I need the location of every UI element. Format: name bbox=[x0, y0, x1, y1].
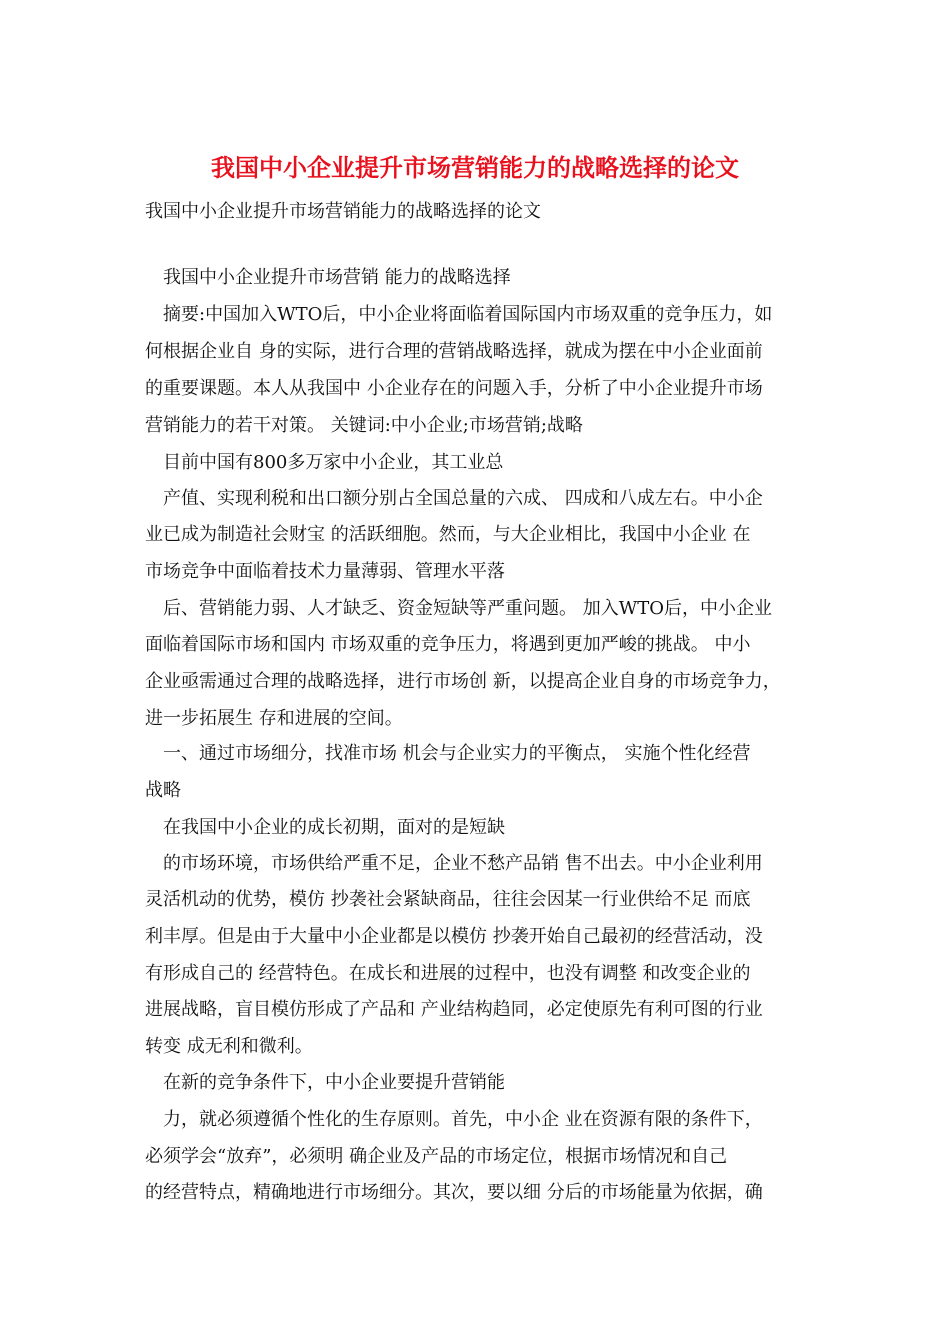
paragraph-line: 我国中小企业提升市场营销 能力的战略选择 bbox=[163, 267, 511, 288]
paragraph-line: 进展战略，盲目模仿形成了产品和 产业结构趋同，必定使原先有利可图的行业 bbox=[145, 999, 763, 1020]
paragraph-line: 面临着国际市场和国内 市场双重的竞争压力，将遇到更加严峻的挑战。 中小 bbox=[145, 634, 751, 655]
paragraph-line: 在新的竞争条件下，中小企业要提升营销能 bbox=[163, 1072, 505, 1093]
paragraph-line: 进一步拓展生 存和进展的空间。 bbox=[145, 708, 403, 729]
paragraph-line: 灵活机动的优势，模仿 抄袭社会紧缺商品，往往会因某一行业供给不足 而底 bbox=[145, 889, 751, 910]
paragraph-line: 营销能力的若干对策。 关键词:中小企业;市场营销;战略 bbox=[145, 415, 583, 436]
paragraph-line: 的市场环境，市场供给严重不足，企业不愁产品销 售不出去。中小企业利用 bbox=[163, 853, 763, 874]
paragraph-line: 的重要课题。本人从我国中 小企业存在的问题入手，分析了中小企业提升市场 bbox=[145, 378, 763, 399]
paragraph-line: 有形成自己的 经营特色。在成长和进展的过程中，也没有调整 和改变企业的 bbox=[145, 963, 751, 984]
section-heading-line: 战略 bbox=[145, 780, 181, 801]
paragraph-line: 的经营特点，精确地进行市场细分。其次，要以细 分后的市场能量为依据，确 bbox=[145, 1182, 763, 1203]
paragraph-line: 必须学会“放弃”，必须明 确企业及产品的市场定位，根据市场情况和自己 bbox=[145, 1146, 728, 1167]
paragraph-line: 产值、实现利税和出口额分别占全国总量的六成、 四成和八成左右。中小企 bbox=[163, 488, 763, 509]
paragraph-line: 目前中国有800多万家中小企业，其工业总 bbox=[163, 452, 504, 473]
paragraph-line: 企业亟需通过合理的战略选择，进行市场创 新，以提高企业自身的市场竞争力， bbox=[145, 671, 781, 692]
paragraph-line: 利丰厚。但是由于大量中小企业都是以模仿 抄袭开始自己最初的经营活动，没 bbox=[145, 926, 763, 947]
paragraph-line: 业已成为制造社会财宝 的活跃细胞。然而，与大企业相比，我国中小企业 在 bbox=[145, 524, 751, 545]
paragraph-line: 市场竞争中面临着技术力量薄弱、管理水平落 bbox=[145, 561, 505, 582]
paragraph-line: 何根据企业自 身的实际，进行合理的营销战略选择，就成为摆在中小企业面前 bbox=[145, 341, 763, 362]
paragraph-line: 力，就必须遵循个性化的生存原则。首先，中小企 业在资源有限的条件下， bbox=[163, 1109, 763, 1130]
page-title: 我国中小企业提升市场营销能力的战略选择的论文 bbox=[211, 153, 739, 182]
paragraph-line: 转变 成无利和微利。 bbox=[145, 1036, 313, 1057]
paragraph-line: 在我国中小企业的成长初期，面对的是短缺 bbox=[163, 817, 505, 838]
subtitle-line: 我国中小企业提升市场营销能力的战略选择的论文 bbox=[145, 201, 541, 222]
paragraph-line: 后、营销能力弱、人才缺乏、资金短缺等严重问题。 加入WTO后，中小企业 bbox=[163, 598, 772, 619]
section-heading-line: 一、通过市场细分，找准市场 机会与企业实力的平衡点， 实施个性化经营 bbox=[163, 743, 751, 764]
paragraph-line: 摘要:中国加入WTO后，中小企业将面临着国际国内市场双重的竞争压力，如 bbox=[163, 304, 773, 325]
